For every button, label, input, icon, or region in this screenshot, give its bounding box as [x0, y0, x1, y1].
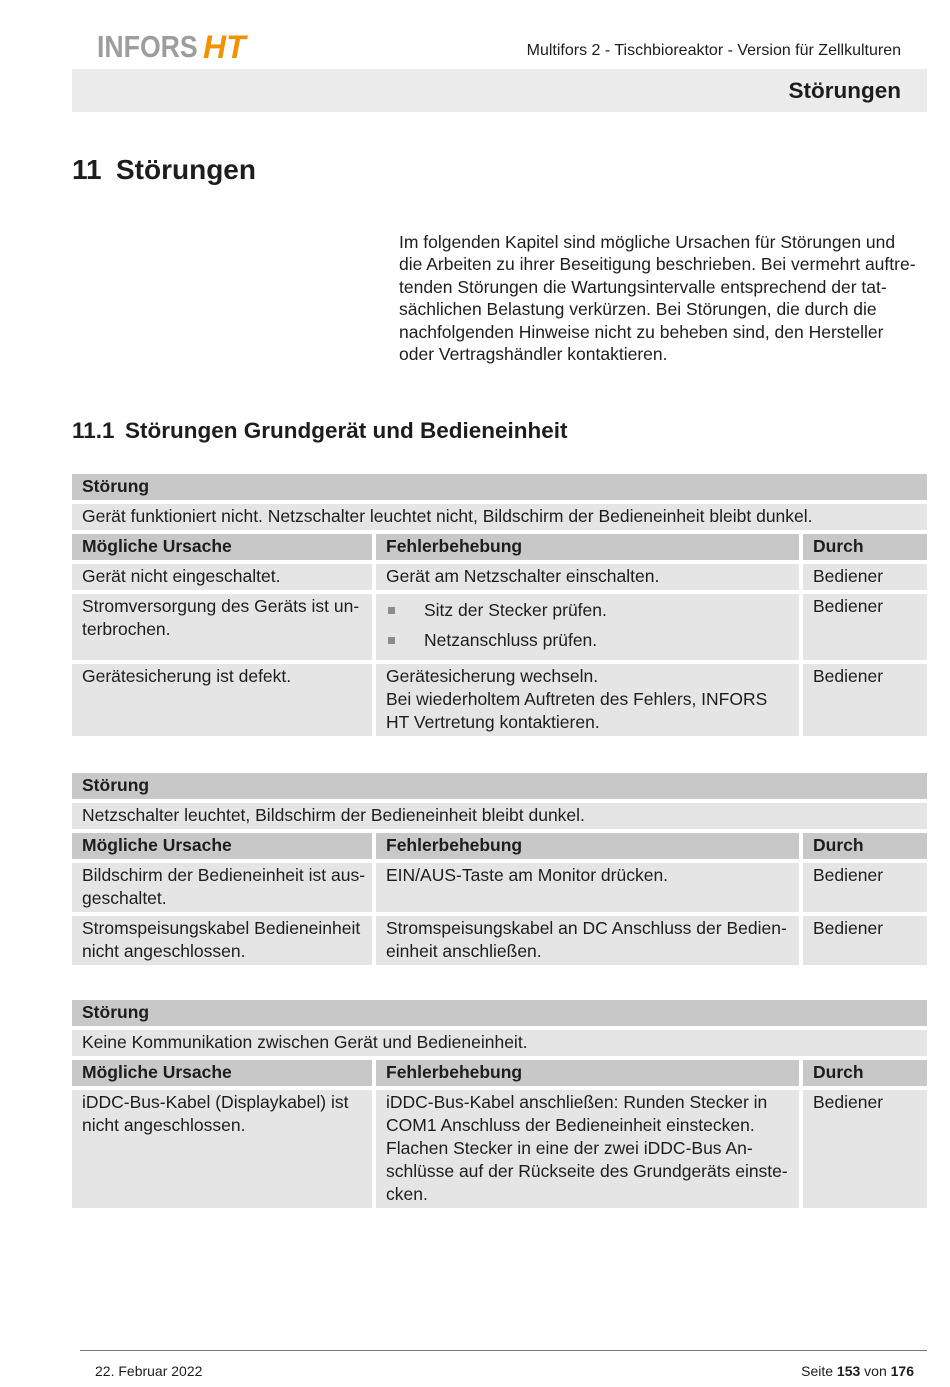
- fault-label: Störung: [82, 1002, 150, 1022]
- responsible-cell: Bediener: [803, 664, 927, 736]
- cause-line: terbrochen.: [82, 619, 171, 639]
- remedy-line: COM1 Anschluss der Bedieneinheit einstecken.: [386, 1115, 755, 1135]
- remedy-cell: [376, 564, 799, 590]
- column-header-cause: Mögliche Ursache: [72, 833, 372, 859]
- column-header-cause: Mögliche Ursache: [72, 1060, 372, 1086]
- cause-cell: [72, 863, 372, 912]
- remedy-line: EIN/AUS-Taste am Monitor drücken.: [386, 865, 669, 885]
- remedy-bullet-text: Sitz der Stecker prüfen.: [424, 600, 607, 620]
- square-bullet-icon: [388, 607, 395, 614]
- page-separator: von: [864, 1363, 887, 1379]
- table-row: [72, 1090, 927, 1208]
- remedy-cell: [376, 916, 799, 965]
- fault-description: Gerät funktioniert nicht. Netzschalter leuchtet nicht, Bildschirm der Bedieneinheit bleibt dunkel.: [82, 506, 813, 526]
- intro-line: sächlichen Belastung verkürzen. Bei Störungen, die durch die: [399, 299, 877, 320]
- remedy-line: Flachen Stecker in eine der zwei iDDC-Bus An-: [386, 1138, 753, 1158]
- section-title: Störungen Grundgerät und Bedieneinheit: [125, 418, 568, 443]
- fault-table: [72, 474, 927, 736]
- cause-cell: [72, 664, 372, 736]
- remedy-line: HT Vertretung kontaktieren.: [386, 712, 600, 732]
- table-header-row: [72, 534, 927, 560]
- intro-line: oder Vertragshändler kontaktieren.: [399, 344, 668, 365]
- table-row: [72, 664, 927, 736]
- cause-line: Gerät nicht eingeschaltet.: [82, 566, 281, 586]
- fault-description: Keine Kommunikation zwischen Gerät und Bedieneinheit.: [82, 1032, 528, 1052]
- running-section-bar: [72, 69, 927, 112]
- table-header-row: [72, 833, 927, 859]
- intro-line: Im folgenden Kapitel sind mögliche Ursachen für Störungen und: [399, 232, 896, 252]
- cause-line: geschaltet.: [82, 888, 167, 908]
- table-row: [72, 594, 927, 660]
- cause-line: nicht angeschlossen.: [82, 941, 246, 961]
- remedy-line: einheit anschließen.: [386, 941, 542, 961]
- cause-cell: [72, 916, 372, 965]
- remedy-cell: [376, 594, 799, 660]
- fault-description: Netzschalter leuchtet, Bildschirm der Bedieneinheit bleibt dunkel.: [82, 805, 585, 825]
- section-heading: [72, 417, 568, 445]
- remedy-line: cken.: [386, 1184, 428, 1204]
- chapter-title: Störungen: [116, 154, 256, 185]
- remedy-bullet-item: [386, 599, 795, 622]
- cause-line: Bildschirm der Bedieneinheit ist aus-: [82, 865, 366, 885]
- fault-description-row: [72, 1030, 927, 1056]
- table-row: [72, 564, 927, 590]
- column-header-by: Durch: [803, 534, 927, 560]
- remedy-line: schlüsse auf der Rückseite des Grundgeräts einste-: [386, 1161, 788, 1181]
- fault-label-row: [72, 773, 927, 799]
- chapter-heading: [72, 153, 256, 187]
- page-number: 153: [836, 1363, 861, 1379]
- document-title: Multifors 2 - Tischbioreaktor - Version für Zellkulturen: [526, 42, 901, 59]
- column-header-remedy: Fehlerbehebung: [376, 1060, 799, 1086]
- column-header-by: Durch: [803, 1060, 927, 1086]
- table-row: [72, 916, 927, 965]
- cause-line: Stromversorgung des Geräts ist un-: [82, 596, 360, 616]
- remedy-line: Stromspeisungskabel an DC Anschluss der Bedien-: [386, 918, 787, 938]
- responsible-cell: Bediener: [803, 863, 927, 912]
- remedy-cell: [376, 863, 799, 912]
- remedy-line: Bei wiederholtem Auftreten des Fehlers, INFORS: [386, 689, 768, 709]
- footer-date: 22. Februar 2022: [95, 1363, 203, 1379]
- remedy-bullet-text: Netzanschluss prüfen.: [424, 630, 598, 650]
- responsible-cell: Bediener: [803, 564, 927, 590]
- intro-paragraph: [399, 231, 939, 365]
- intro-line: nachfolgenden Hinweise nicht zu beheben sind, den Hersteller: [399, 321, 884, 342]
- intro-line: tenden Störungen die Wartungsintervalle entsprechend der tat-: [399, 276, 887, 297]
- fault-label: Störung: [82, 775, 150, 795]
- table-row: [72, 863, 927, 912]
- intro-line: die Arbeiten zu ihrer Beseitigung beschrieben. Bei vermehrt auftre-: [399, 254, 916, 275]
- remedy-line: Gerätesicherung wechseln.: [386, 666, 599, 686]
- fault-table: [72, 1000, 927, 1208]
- remedy-line: iDDC-Bus-Kabel anschließen: Runden Stecker in: [386, 1092, 768, 1112]
- column-header-by: Durch: [803, 833, 927, 859]
- remedy-bullet-list: [386, 599, 795, 658]
- section-number: 11.1: [72, 418, 115, 443]
- cause-cell: [72, 564, 372, 590]
- responsible-cell: Bediener: [803, 594, 927, 660]
- square-bullet-icon: [388, 637, 395, 644]
- fault-label-row: [72, 474, 927, 500]
- chapter-number: 11: [72, 154, 102, 185]
- logo-wordmark: INFORS: [97, 29, 198, 64]
- column-header-remedy: Fehlerbehebung: [376, 534, 799, 560]
- fault-table: [72, 773, 927, 965]
- cause-line: Gerätesicherung ist defekt.: [82, 666, 292, 686]
- responsible-cell: Bediener: [803, 916, 927, 965]
- cause-line: Stromspeisungskabel Bedieneinheit: [82, 918, 361, 938]
- table-header-row: [72, 1060, 927, 1086]
- running-section-title: Störungen: [788, 78, 901, 103]
- cause-cell: [72, 594, 372, 660]
- fault-label-row: [72, 1000, 927, 1026]
- column-header-cause: Mögliche Ursache: [72, 534, 372, 560]
- remedy-cell: [376, 664, 799, 736]
- responsible-cell: Bediener: [803, 1090, 927, 1208]
- footer-divider: [80, 1350, 927, 1351]
- fault-description-row: [72, 504, 927, 530]
- fault-label: Störung: [82, 476, 150, 496]
- cause-cell: [72, 1090, 372, 1208]
- page-indicator: [801, 1362, 914, 1380]
- cause-line: nicht angeschlossen.: [82, 1115, 246, 1135]
- page-label: Seite: [801, 1363, 834, 1379]
- logo-accent: HT: [203, 29, 246, 65]
- remedy-line: Gerät am Netzschalter einschalten.: [386, 566, 660, 586]
- remedy-cell: [376, 1090, 799, 1208]
- page-total: 176: [890, 1363, 914, 1379]
- cause-line: iDDC-Bus-Kabel (Displaykabel) ist: [82, 1092, 349, 1112]
- column-header-remedy: Fehlerbehebung: [376, 833, 799, 859]
- remedy-bullet-item: [386, 629, 795, 652]
- fault-description-row: [72, 803, 927, 829]
